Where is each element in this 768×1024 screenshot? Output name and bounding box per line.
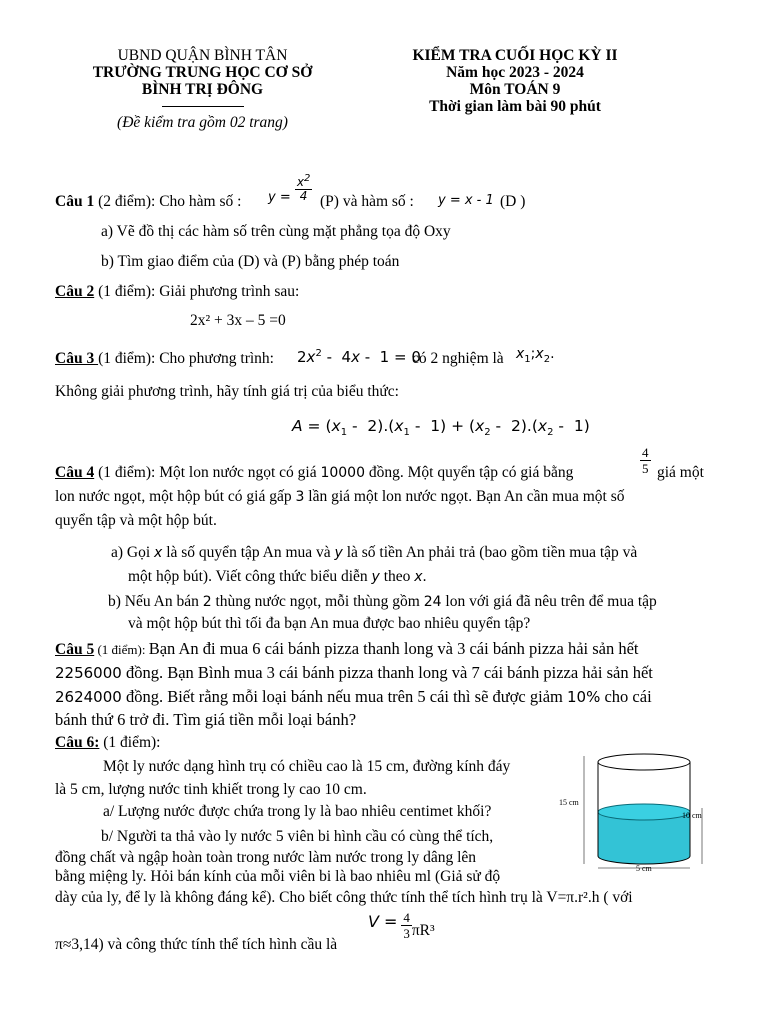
q1-p-text: (P) và hàm số : xyxy=(320,193,414,210)
q2-intro: (1 điểm): Giải phương trình sau: xyxy=(98,283,300,300)
q4-text-6: quyển tập và một hộp bút. xyxy=(55,512,217,529)
q4-a-text-4: một hộp bút). Viết công thức biểu diễn xyxy=(128,568,372,585)
q1-part-b: b) Tìm giao điểm của (D) và (P) bằng phép toán xyxy=(101,253,400,270)
q5-text-2: đồng. Bạn Bình mua 3 cái bánh pizza thanh long và 7 cái bánh pizza hải sản hết xyxy=(121,663,653,682)
q6-text-1b: là 5 cm, lượng nước tinh khiết trong ly cao 10 cm. xyxy=(55,781,367,798)
q6-part-b-5 xyxy=(55,936,337,954)
q4-line2 xyxy=(55,488,625,506)
q5-text-5: bánh thứ 6 trở đi. Tìm giá tiền mỗi loại bánh? xyxy=(55,710,357,729)
q4-b-text-1: b) Nếu An bán xyxy=(108,593,203,610)
q4-a-text-2: là số quyển tập An mua và xyxy=(162,544,335,561)
q2-label: Câu 2 xyxy=(55,283,95,300)
q4-text-1: (1 điểm): Một lon nước ngọt có giá xyxy=(94,464,321,481)
district-name: UBND QUẬN BÌNH TÂN xyxy=(117,47,288,64)
q5-percent: 10% xyxy=(567,688,601,706)
q1-function-d: y = x - 1 xyxy=(438,193,494,208)
exam-title: KIỂM TRA CUỐI HỌC KỲ II xyxy=(412,47,618,64)
q3-roots-text: có 2 nghiệm là xyxy=(412,350,504,367)
school-name-line2: BÌNH TRỊ ĐÔNG xyxy=(141,81,264,98)
fig-height-label: 15 cm xyxy=(559,798,579,807)
q1-intro: (2 điểm): Cho hàm số : xyxy=(98,193,242,210)
q5-text-1: Bạn An đi mua 6 cái bánh pizza thanh long và 3 cái bánh pizza hải sản hết xyxy=(148,639,639,658)
q6-part-b-3: bằng miệng ly. Hỏi bán kính của mỗi viên bi là bao nhiêu ml (Giả sử độ xyxy=(55,868,501,885)
glass-rim xyxy=(598,754,690,770)
q4-b-text-3: lon với giá đã nêu trên để mua tập xyxy=(441,593,657,610)
q1-function-p: y = $\frac{x^2}{4}$ xyxy=(268,173,311,205)
q3-equation: $2x^2 - 4x - 1 = 0$ xyxy=(297,348,421,366)
q6-part-b-4: dày của ly, để ly là không đáng kể). Cho biết công thức tính thể tích hình trụ là V=π.r².h ( với xyxy=(55,889,633,906)
cylinder-figure xyxy=(556,750,716,878)
q4-part-b-line1 xyxy=(108,593,657,611)
q2-line xyxy=(55,283,299,301)
q5-line1 xyxy=(55,639,639,659)
q4-b-text-4: và một hộp bút thì tối đa bạn An mua được bao nhiêu quyển tập? xyxy=(128,615,531,632)
q4-part-a-line1: a) Gọi x là số quyển tập An mua và y là số tiền An phải trả (bao gồm tiền mua tập và xyxy=(111,544,638,561)
q6-part-b-5a: π≈3,14) và công thức tính thể tích hình cầu là xyxy=(55,936,338,953)
q6-part-b-5b: πR³ xyxy=(411,922,435,940)
q5-line3 xyxy=(55,687,652,707)
q4-text-4: lon nước ngọt, một hộp bút có giá gấp xyxy=(55,488,296,505)
q4-times: 3 xyxy=(295,489,305,505)
q4-b-num1: 2 xyxy=(202,594,212,610)
fig-water-label: 10 cm xyxy=(682,811,702,820)
q5-line2 xyxy=(55,663,653,683)
subject: Môn TOÁN 9 xyxy=(469,81,561,98)
school-year: Năm học 2023 - 2024 xyxy=(446,64,584,81)
q4-part-a-line2: một hộp bút). Viết công thức biểu diễn y theo x. xyxy=(128,568,427,585)
q6-text-1a: Một ly nước dạng hình trụ có chiều cao là 15 cm, đường kính đáy xyxy=(103,758,511,775)
water-surface xyxy=(598,804,690,820)
q3-instruction: Không giải phương trình, hãy tính giá trị của biểu thức: xyxy=(55,383,399,400)
q6-points: (1 điểm): xyxy=(99,734,161,751)
q2-equation: 2x² + 3x – 5 =0 xyxy=(190,312,286,329)
header-left xyxy=(60,47,345,131)
q1-line xyxy=(55,193,241,211)
q4-a-text-5: theo xyxy=(379,568,415,585)
duration: Thời gian làm bài 90 phút xyxy=(429,98,601,115)
q1-part-a: a) Vẽ đồ thị các hàm số trên cùng mặt phẳng tọa độ Oxy xyxy=(101,223,451,240)
q4-text-5: lần giá một lon nước ngọt. Bạn An cần mua một số xyxy=(304,488,625,505)
q5-label: Câu 5 xyxy=(55,641,95,658)
fig-diameter-label: 5 cm xyxy=(636,864,652,873)
q4-label: Câu 4 xyxy=(55,464,95,481)
header-right xyxy=(375,47,655,115)
q4-a-text-3: là số tiền An phải trả (bao gồm tiền mua tập và xyxy=(342,544,638,561)
q1-label: Câu 1 xyxy=(55,193,95,210)
q4-b-text-2: thùng nước ngọt, mỗi thùng gồm xyxy=(211,593,424,610)
q4-text-2: đồng. Một quyển tập có giá bằng xyxy=(365,464,574,481)
q6-part-a: a/ Lượng nước được chứa trong ly là bao nhiêu centimet khối? xyxy=(103,803,492,820)
header-divider xyxy=(162,106,244,107)
q5-points: (1 điểm): xyxy=(94,642,149,657)
q4-a-text-1: a) Gọi xyxy=(111,544,155,561)
q5-text-4: cho cái xyxy=(600,687,652,706)
q4-price: 10000 xyxy=(320,465,365,481)
q4-line1 xyxy=(55,464,573,482)
q5-amount1: 2256000 xyxy=(55,664,122,682)
sphere-volume-formula: V = $\frac{4}{3}$ πR³ xyxy=(368,910,435,941)
q5-amount2: 2624000 xyxy=(55,688,122,706)
q4-b-num2: 24 xyxy=(423,594,442,610)
q3-line xyxy=(55,350,274,368)
q3-roots: $x_1;x_2$. xyxy=(516,346,555,365)
q6-part-b-1: b/ Người ta thả vào ly nước 5 viên bi hình cầu có cùng thể tích, xyxy=(101,828,494,845)
q6-label: Câu 6: xyxy=(55,734,100,751)
q3-intro: (1 điểm): Cho phương trình: xyxy=(98,350,274,367)
q5-text-3: đồng. Biết rằng mỗi loại bánh nếu mua trên 5 cái thì sẽ được giảm xyxy=(121,687,567,706)
school-name-line1: TRƯỜNG TRUNG HỌC CƠ SỞ xyxy=(92,64,313,81)
q3-expression: $A = (x_1 - 2).(x_1 - 1) + (x_2 - 2).(x_2 - 1)$ xyxy=(292,417,590,439)
q4-fraction: $\frac{4}{5}$ xyxy=(642,445,649,476)
page-count-note: (Đề kiểm tra gồm 02 trang) xyxy=(117,114,288,131)
q3-label: Câu 3 xyxy=(55,350,99,367)
q4-text-3: giá một xyxy=(657,464,704,481)
q6-line xyxy=(55,734,160,752)
q6-part-b-2: đồng chất và ngập hoàn toàn trong nước làm nước trong ly dâng lên xyxy=(55,849,477,866)
q1-d-text: (D ) xyxy=(500,193,526,210)
